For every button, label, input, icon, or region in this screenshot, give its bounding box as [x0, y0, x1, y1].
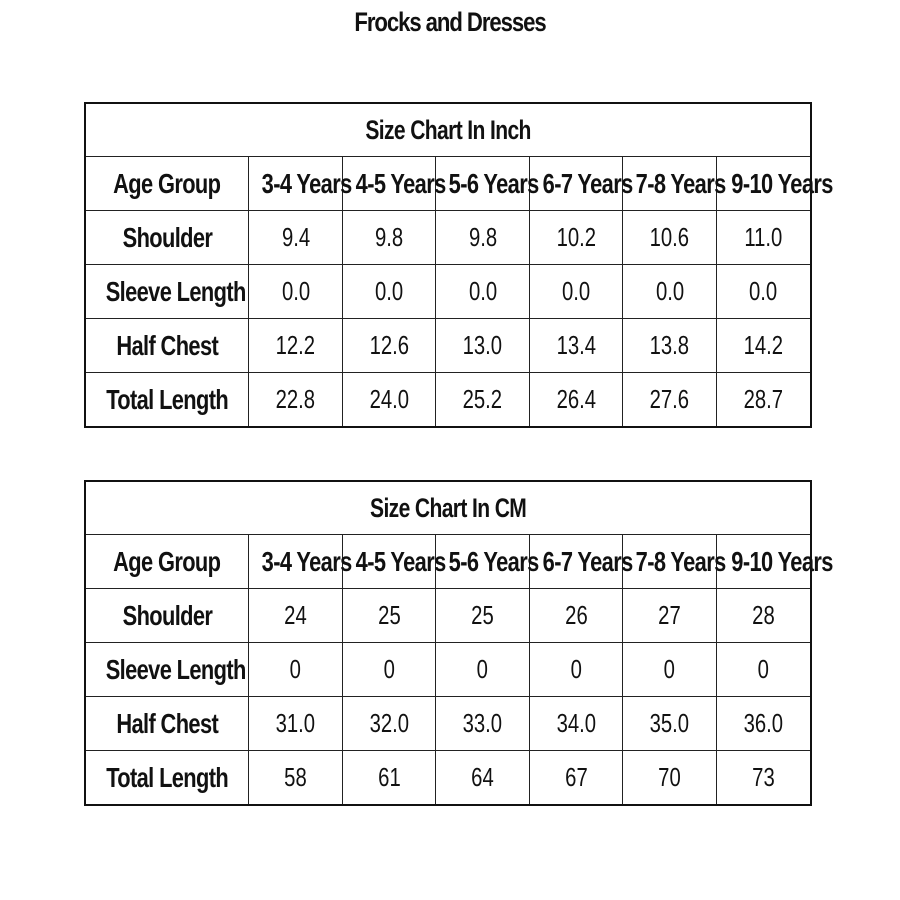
measurement-cell-text: 14.2 — [743, 330, 784, 360]
table-caption-text: Size Chart In Inch — [365, 114, 531, 145]
measurement-cell-text: 9.8 — [468, 222, 497, 252]
size-chart-cm-table — [84, 480, 833, 806]
age-column-header-text: 6-7 Years — [542, 167, 633, 199]
measurement-cell-text: 35.0 — [649, 708, 690, 738]
measurement-cell — [623, 643, 717, 697]
measurement-cell-text: 73 — [752, 762, 775, 792]
measurement-cell — [436, 265, 530, 319]
measurement-cell — [249, 373, 343, 428]
measurement-cell-text: 0.0 — [562, 276, 591, 306]
measurement-cell — [716, 211, 811, 265]
age-group-header — [85, 157, 249, 211]
measurement-cell-text: 27 — [658, 600, 681, 630]
measurement-cell — [716, 373, 811, 428]
age-column-header — [529, 157, 633, 211]
table-header-row — [85, 535, 811, 589]
measurement-cell-text: 22.8 — [275, 384, 316, 414]
age-column-header-text: 5-6 Years — [449, 545, 540, 577]
measurement-cell — [249, 211, 343, 265]
measurement-cell — [623, 319, 717, 373]
measurement-cell-text: 13.8 — [649, 330, 690, 360]
age-column-header — [342, 157, 446, 211]
measurement-cell-text: 25.2 — [462, 384, 503, 414]
table-caption-row — [85, 103, 811, 157]
age-group-header-text: Age Group — [113, 545, 221, 577]
measurement-cell-text: 9.4 — [281, 222, 310, 252]
measurement-cell — [623, 697, 717, 751]
table-caption — [85, 481, 811, 535]
age-column-header-text: 9-10 Years — [731, 167, 833, 199]
measurement-cell — [529, 589, 623, 643]
measurement-cell — [716, 751, 811, 806]
age-column-header-text: 3-4 Years — [262, 167, 352, 199]
measurement-cell — [436, 373, 530, 428]
measurement-cell — [249, 697, 343, 751]
age-column-header-text: 9-10 Years — [731, 545, 833, 577]
age-column-header — [716, 157, 833, 211]
age-column-header — [436, 535, 540, 589]
measurement-cell-text: 0.0 — [375, 276, 404, 306]
measurement-cell-text: 67 — [564, 762, 588, 792]
row-label-text: Shoulder — [122, 599, 213, 631]
measurement-cell — [249, 589, 343, 643]
row-label-text: Half Chest — [116, 329, 219, 361]
table-row — [85, 643, 811, 697]
measurement-cell-text: 28.7 — [743, 384, 784, 414]
measurement-cell — [623, 751, 717, 806]
age-group-header — [85, 535, 249, 589]
measurement-cell — [623, 373, 717, 428]
measurement-cell-text: 0.0 — [468, 276, 497, 306]
measurement-cell-text: 27.6 — [649, 384, 690, 414]
measurement-cell-text: 13.4 — [556, 330, 596, 360]
measurement-cell — [529, 643, 623, 697]
measurement-cell-text: 0 — [757, 654, 770, 684]
measurement-cell — [249, 643, 343, 697]
measurement-cell-text: 10.2 — [556, 222, 596, 252]
row-label-text: Sleeve Length — [105, 653, 246, 685]
measurement-cell-text: 10.6 — [649, 222, 690, 252]
row-label — [85, 265, 249, 319]
measurement-cell — [342, 589, 436, 643]
row-label — [85, 643, 249, 697]
measurement-cell — [342, 643, 436, 697]
measurement-cell-text: 0 — [383, 654, 395, 684]
table-row — [85, 373, 811, 428]
measurement-cell — [342, 751, 436, 806]
measurement-cell-text: 31.0 — [275, 708, 316, 738]
measurement-cell — [249, 265, 343, 319]
row-label — [85, 373, 249, 428]
measurement-cell-text: 26 — [564, 600, 588, 630]
measurement-cell — [436, 751, 530, 806]
measurement-cell-text: 12.2 — [275, 330, 316, 360]
table-caption-row — [85, 481, 811, 535]
age-column-header-text: 7-8 Years — [636, 167, 726, 199]
measurement-cell — [623, 589, 717, 643]
age-column-header-text: 4-5 Years — [355, 545, 446, 577]
measurement-cell-text: 0.0 — [655, 276, 684, 306]
measurement-cell — [342, 697, 436, 751]
table-row — [85, 697, 811, 751]
measurement-cell — [623, 211, 717, 265]
measurement-cell — [529, 373, 623, 428]
table-row — [85, 751, 811, 806]
table-row — [85, 265, 811, 319]
table-row — [85, 589, 811, 643]
measurement-cell — [716, 589, 811, 643]
measurement-cell-text: 70 — [658, 762, 681, 792]
measurement-cell-text: 36.0 — [743, 708, 784, 738]
measurement-cell-text: 28 — [752, 600, 775, 630]
measurement-cell — [623, 265, 717, 319]
table-caption — [85, 103, 811, 157]
age-column-header — [436, 157, 539, 211]
measurement-cell-text: 32.0 — [369, 708, 409, 738]
age-column-header-text: 3-4 Years — [262, 545, 353, 577]
measurement-cell — [436, 319, 530, 373]
age-group-header-text: Age Group — [113, 167, 221, 199]
measurement-cell — [249, 319, 343, 373]
size-chart-inch-table — [84, 102, 833, 428]
row-label — [85, 697, 249, 751]
row-label-text: Shoulder — [122, 221, 213, 253]
measurement-cell-text: 13.0 — [462, 330, 503, 360]
row-label — [85, 319, 249, 373]
table-header-row — [85, 157, 811, 211]
measurement-cell — [716, 697, 811, 751]
measurement-cell — [529, 697, 623, 751]
row-label-text: Total Length — [106, 383, 229, 415]
measurement-cell-text: 0 — [476, 654, 489, 684]
row-label-text: Total Length — [106, 761, 229, 793]
measurement-cell — [716, 643, 811, 697]
age-column-header — [623, 157, 726, 211]
age-column-header — [342, 535, 446, 589]
age-column-header — [249, 535, 353, 589]
row-label-text: Sleeve Length — [105, 275, 246, 307]
measurement-cell-text: 0 — [663, 654, 676, 684]
measurement-cell-text: 0.0 — [281, 276, 310, 306]
measurement-cell-text: 25 — [377, 600, 401, 630]
measurement-cell — [529, 265, 623, 319]
measurement-cell-text: 12.6 — [369, 330, 409, 360]
measurement-cell — [342, 319, 436, 373]
age-column-header — [716, 535, 833, 589]
age-column-header — [249, 157, 352, 211]
measurement-cell-text: 61 — [377, 762, 401, 792]
measurement-cell — [436, 211, 530, 265]
measurement-cell — [716, 265, 811, 319]
measurement-cell — [716, 319, 811, 373]
measurement-cell-text: 33.0 — [462, 708, 503, 738]
measurement-cell — [436, 589, 530, 643]
row-label — [85, 751, 249, 806]
measurement-cell — [249, 751, 343, 806]
row-label — [85, 589, 249, 643]
measurement-cell-text: 64 — [471, 762, 494, 792]
row-label — [85, 211, 249, 265]
measurement-cell-text: 24.0 — [369, 384, 409, 414]
measurement-cell — [436, 697, 530, 751]
measurement-cell-text: 26.4 — [556, 384, 596, 414]
table-row — [85, 211, 811, 265]
measurement-cell-text: 9.8 — [375, 222, 404, 252]
measurement-cell-text: 34.0 — [556, 708, 596, 738]
table-caption-text: Size Chart In CM — [369, 492, 527, 523]
page-title: Frocks and Dresses — [354, 7, 546, 37]
age-column-header — [529, 535, 633, 589]
table-row — [85, 319, 811, 373]
age-column-header-text: 4-5 Years — [355, 167, 446, 199]
measurement-cell-text: 0 — [289, 654, 302, 684]
measurement-cell-text: 11.0 — [744, 222, 783, 252]
measurement-cell — [529, 211, 623, 265]
age-column-header-text: 7-8 Years — [636, 545, 727, 577]
measurement-cell-text: 24 — [284, 600, 307, 630]
measurement-cell — [436, 643, 530, 697]
measurement-cell-text: 0.0 — [749, 276, 778, 306]
measurement-cell-text: 25 — [471, 600, 494, 630]
age-column-header-text: 5-6 Years — [449, 167, 539, 199]
measurement-cell — [529, 319, 623, 373]
row-label-text: Half Chest — [116, 707, 219, 739]
age-column-header — [623, 535, 727, 589]
measurement-cell — [342, 373, 436, 428]
measurement-cell-text: 0 — [570, 654, 582, 684]
measurement-cell — [529, 751, 623, 806]
age-column-header-text: 6-7 Years — [542, 545, 633, 577]
measurement-cell — [342, 265, 436, 319]
measurement-cell — [342, 211, 436, 265]
measurement-cell-text: 58 — [284, 762, 307, 792]
